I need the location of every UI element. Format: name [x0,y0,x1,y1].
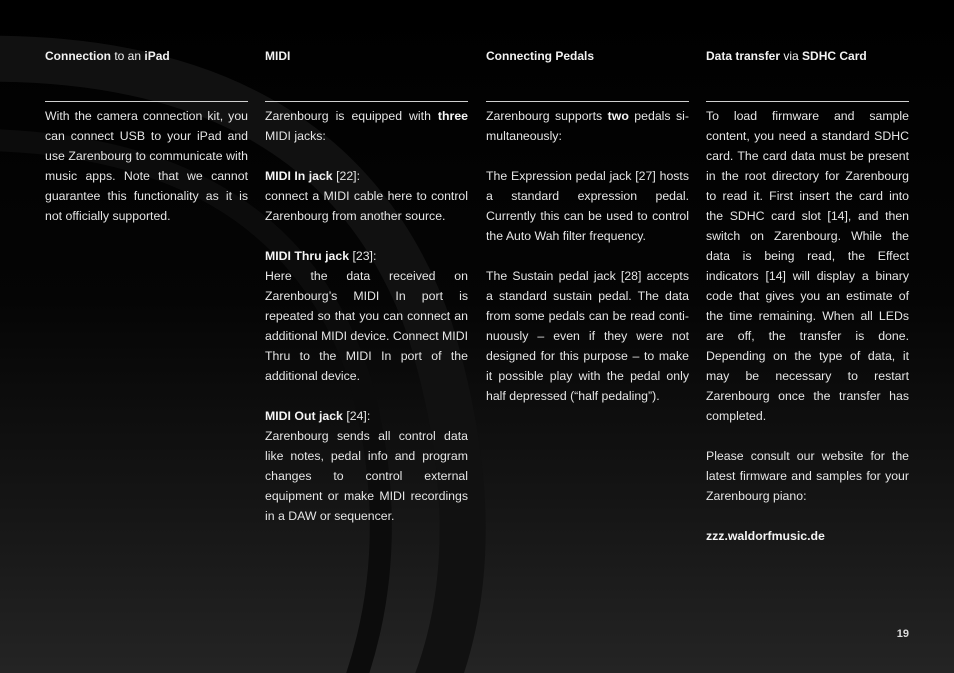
paragraph-midi-in: MIDI In jack [22]: connect a MIDI cable here to control Zarenbourg from another source. [265,169,468,223]
paragraph-midi-out: MIDI Out jack [24]: Zarenbourg sends all control data like notes, pedal info and program changes to control external equipment or make MIDI recordings in a DAW or sequencer. [265,409,468,523]
paragraph: Please consult our website for the latest firmware and samples for your Zarenbourg piano: [706,449,909,503]
midi-out-title: MIDI Out jack [265,409,343,423]
section-divider [486,101,689,102]
section-heading-midi: MIDI [265,49,291,63]
section-body [486,106,689,406]
paragraph: To load firmware and sample content, you need a standard SDHC card. The card data must be present in the root directory for Zarenbourg to read it. First insert the card into the SDHC card slot [14], and then switch on Zarenbourg. While the data is being read, the Effect indicators [14] will display a binary code that gives you an estimate of the time remaining. When all LEDs are off, the transfer is done. Depending on the type of data, it may be necessary to restart Zarenbourg once the transfer has completed. [706,109,909,423]
website-link[interactable]: zzz.waldorfmusic.de [706,529,825,543]
paragraph: With the camera connection kit, you can connect USB to your iPad and use Zarenbourg to communicate with music apps. Note that we cannot guarantee this functionality as it is not officially supported. [45,109,248,223]
paragraph-midi-thru: MIDI Thru jack [23]: Here the data received on Zarenbourg’s MIDI In port is repeated so that you can connect an additional MIDI device. Connect MIDI Thru to the MIDI In port of the additional device. [265,249,468,383]
section-divider [45,101,248,102]
section-body [45,106,248,226]
section-heading-ipad: Connection to an iPad [45,49,170,63]
section-heading-pedals: Connecting Pedals [486,49,595,63]
page-number: 19 [896,628,909,640]
section-heading-sdhc: Data transfer via SDHC Card [706,49,867,63]
section-divider [265,101,468,102]
section-body [265,106,468,526]
paragraph: Zarenbourg supports two pedals simultaneously: [486,109,689,143]
midi-in-title: MIDI In jack [265,169,333,183]
section-body [706,106,909,546]
paragraph-expression-pedal: The Expression pedal jack [27] hosts a standard expression pedal. Currently this can be used to control the Auto Wah filter frequency. [486,169,689,243]
paragraph: Zarenbourg is equipped with three MIDI jacks: [265,109,468,143]
paragraph-sustain-pedal: The Sustain pedal jack [28] accepts a standard sustain pedal. The data from some pedals can be read continuously – even if they were not designed for this purpose – to make it possible play with the pedal only half depressed (“half pedaling”). [486,269,689,403]
midi-thru-title: MIDI Thru jack [265,249,350,263]
section-divider [706,101,909,102]
